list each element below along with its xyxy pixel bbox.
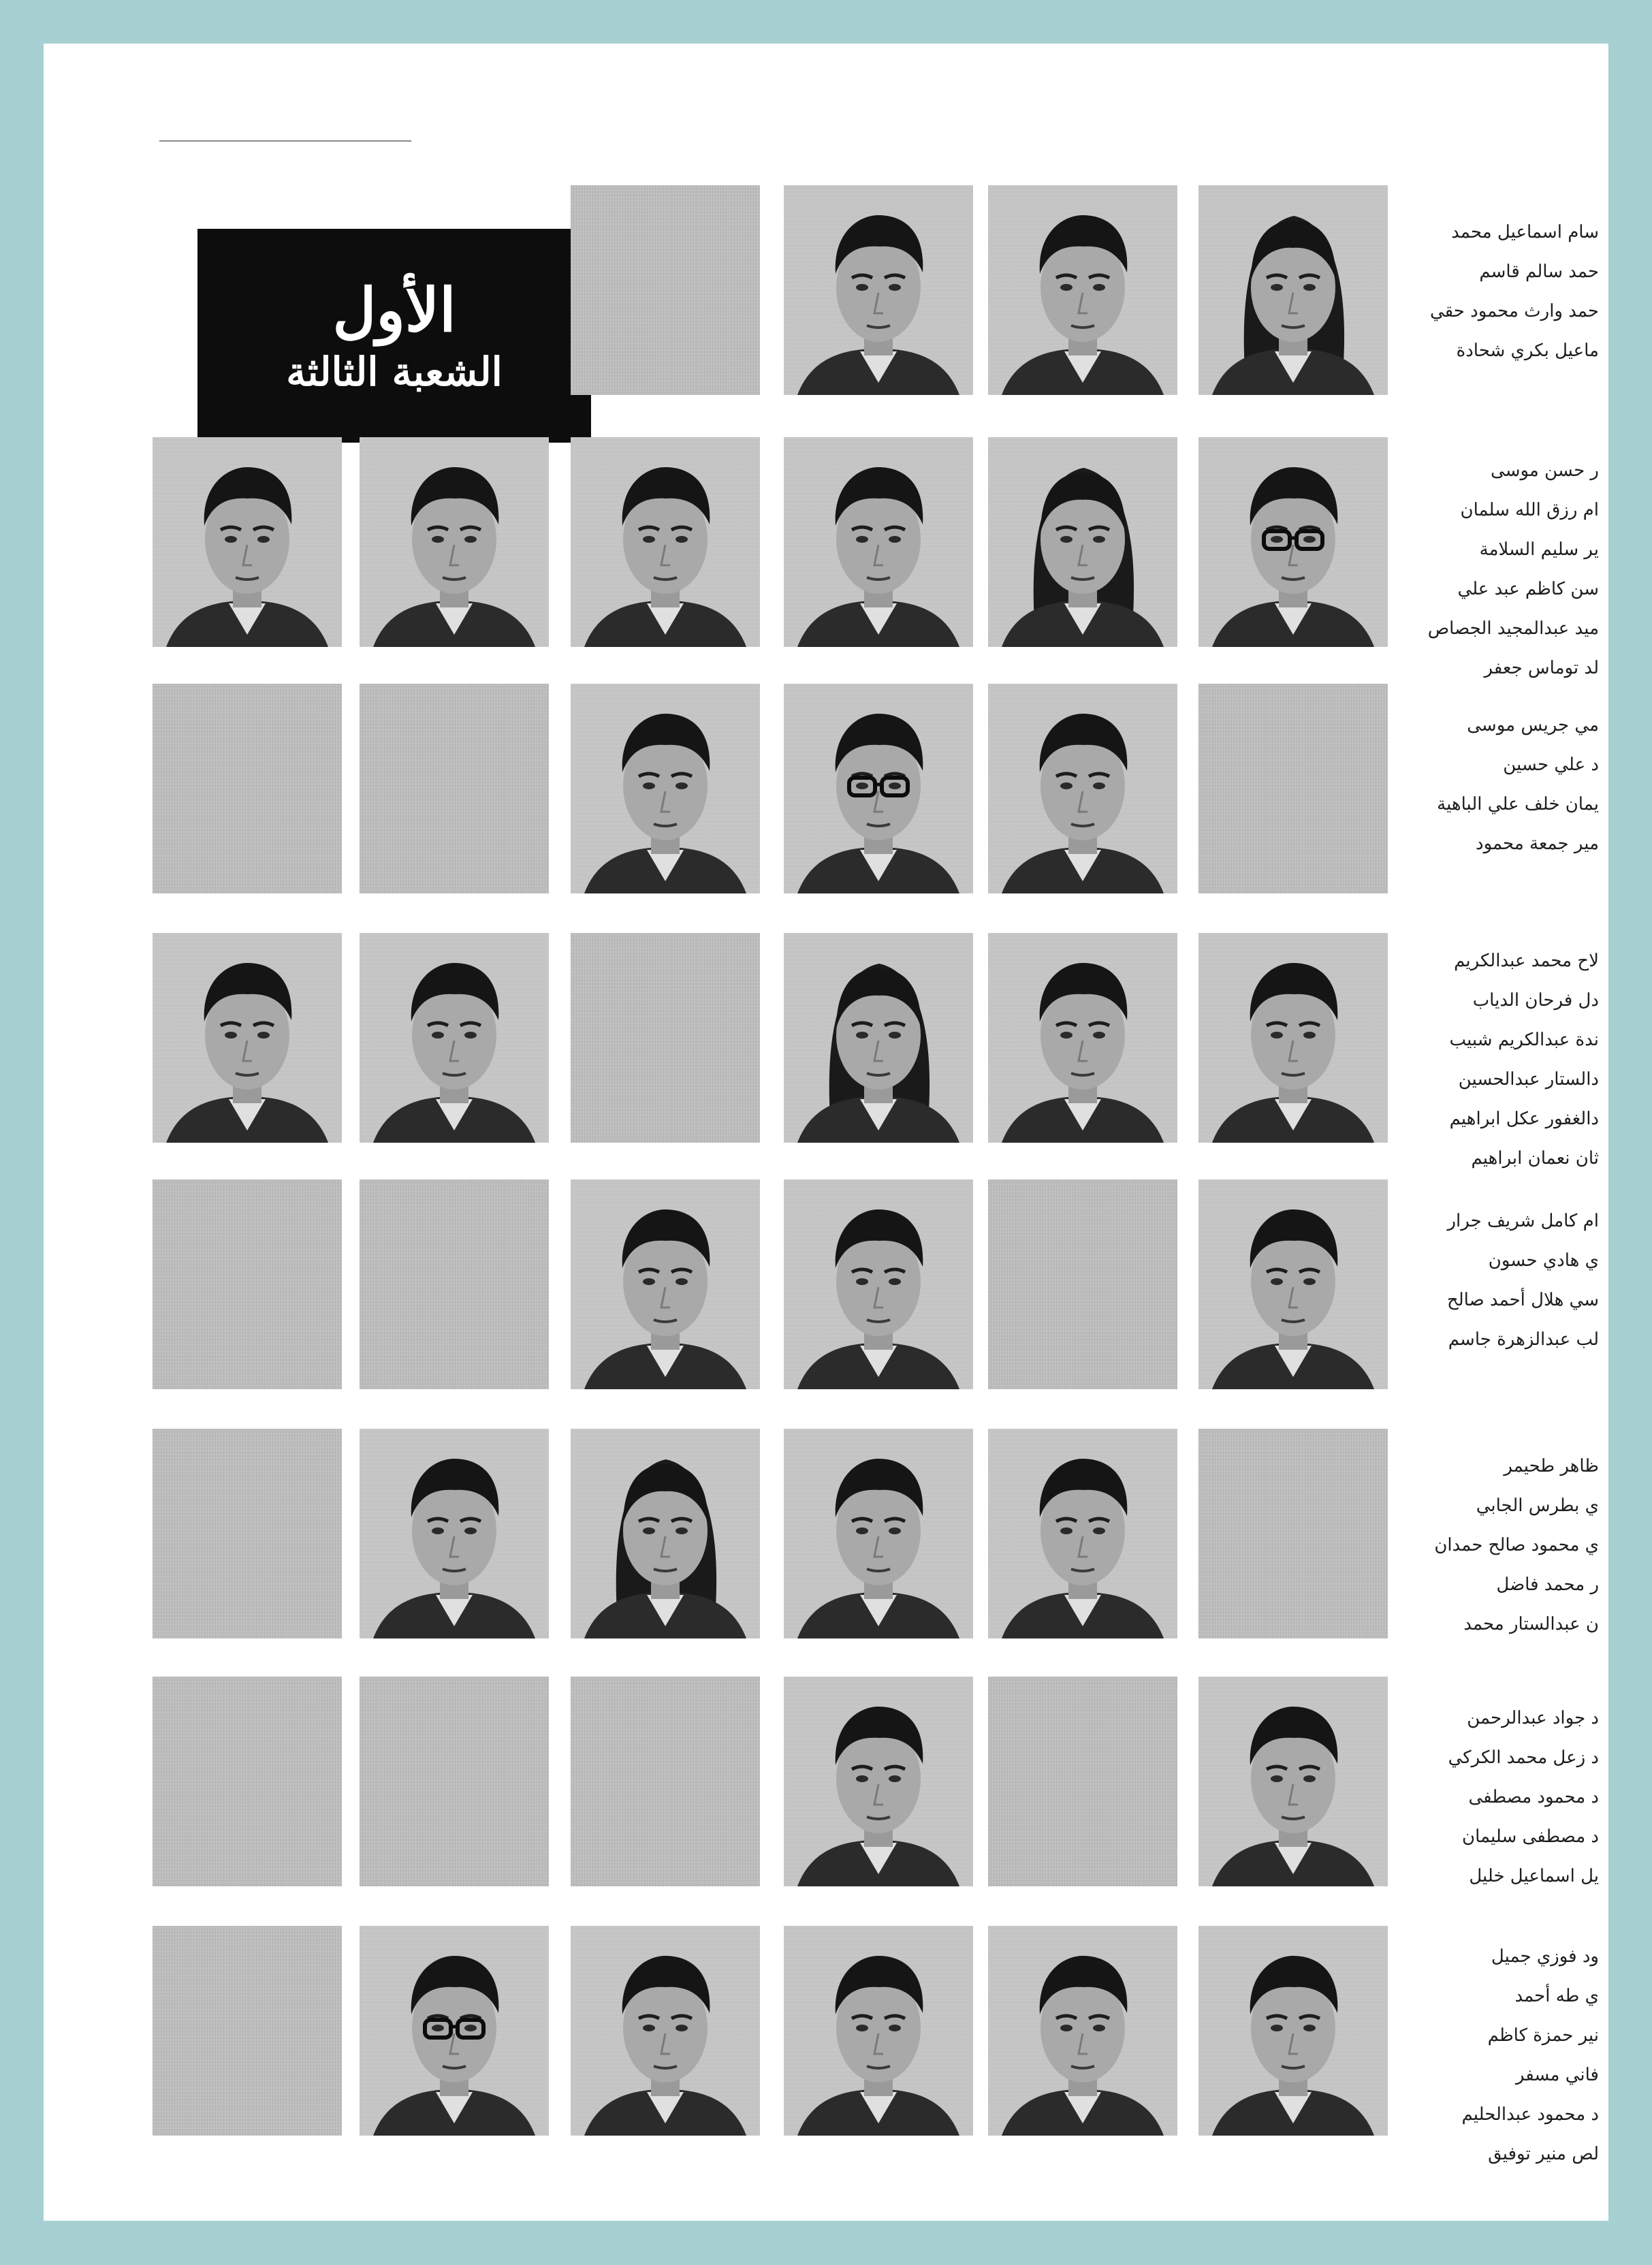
student-name: د زعل محمد الكركي	[1448, 1747, 1599, 1768]
student-portrait	[988, 684, 1177, 893]
empty-photo-slot	[988, 1677, 1177, 1886]
student-name: لد توماس جعفر	[1484, 658, 1599, 678]
student-name: ير سليم السلامة	[1479, 539, 1599, 560]
empty-photo-slot	[571, 933, 760, 1143]
student-name: د مصطفى سليمان	[1461, 1826, 1599, 1847]
student-portrait	[784, 684, 973, 893]
student-name: فاني مسفر	[1515, 2065, 1599, 2085]
student-name: ود فوزي جميل	[1491, 1946, 1599, 1967]
student-name: لص منير توفيق	[1488, 2144, 1599, 2164]
student-name: مير جمعة محمود	[1476, 834, 1599, 854]
section-subtitle: الشعبة الثالثة	[286, 348, 503, 395]
empty-photo-slot	[153, 684, 342, 893]
student-portrait	[784, 1429, 973, 1638]
names-list	[1449, 941, 1599, 1178]
student-name: ثان نعمان ابراهيم	[1471, 1148, 1599, 1169]
student-portrait	[1198, 185, 1388, 395]
student-name: مي جريس موسى	[1467, 715, 1599, 735]
student-portrait	[571, 1429, 760, 1638]
student-portrait	[1198, 1179, 1388, 1389]
student-name: دالستار عبدالحسين	[1458, 1069, 1599, 1090]
student-portrait	[784, 933, 973, 1143]
empty-photo-slot	[1198, 684, 1388, 893]
names-list	[1429, 212, 1599, 370]
names-list	[1455, 1937, 1599, 2174]
names-list	[1427, 451, 1599, 688]
yearbook-page	[44, 44, 1608, 2221]
student-portrait	[360, 933, 549, 1143]
student-name: حمد وارث محمود حقي	[1429, 301, 1599, 321]
student-portrait	[988, 185, 1177, 395]
empty-photo-slot	[1198, 1429, 1388, 1638]
empty-photo-slot	[153, 1429, 342, 1638]
student-name: دل فرحان الدياب	[1472, 990, 1599, 1011]
student-portrait	[360, 437, 549, 647]
student-portrait	[1198, 1677, 1388, 1886]
student-name: ي بطرس الجابي	[1476, 1495, 1599, 1516]
student-name: د جواد عبدالرحمن	[1467, 1708, 1599, 1728]
student-portrait	[784, 185, 973, 395]
section-title: الأول	[332, 274, 456, 345]
student-name: حمد سالم قاسم	[1479, 262, 1599, 282]
student-name: د محمود مصطفى	[1468, 1787, 1599, 1807]
empty-photo-slot	[571, 1677, 760, 1886]
student-name: سي هلال أحمد صالح	[1446, 1290, 1599, 1310]
empty-photo-slot	[153, 1926, 342, 2136]
empty-photo-slot	[988, 1179, 1177, 1389]
student-portrait	[988, 933, 1177, 1143]
top-rule	[159, 140, 411, 142]
student-portrait	[1198, 437, 1388, 647]
student-portrait	[988, 1926, 1177, 2136]
student-name: يمان خلف علي الباهية	[1437, 794, 1599, 814]
student-portrait	[1198, 933, 1388, 1143]
student-portrait	[153, 933, 342, 1143]
student-name: ي محمود صالح حمدان	[1434, 1535, 1599, 1555]
student-portrait	[1198, 1926, 1388, 2136]
student-portrait	[784, 437, 973, 647]
names-list	[1446, 1201, 1599, 1359]
student-name: يل اسماعيل خليل	[1469, 1866, 1599, 1886]
student-name: ام رزق الله سلمان	[1460, 500, 1599, 520]
student-portrait	[988, 1429, 1177, 1638]
student-name: لاح محمد عبدالكريم	[1454, 951, 1599, 971]
names-list	[1434, 1446, 1599, 1644]
student-name: نير حمزة كاظم	[1487, 2025, 1599, 2046]
empty-photo-slot	[360, 684, 549, 893]
names-list	[1448, 1698, 1599, 1896]
student-name: ندة عبدالكريم شبيب	[1449, 1030, 1599, 1050]
student-portrait	[784, 1677, 973, 1886]
student-name: ميد عبدالمجيد الجصاص	[1427, 618, 1599, 639]
empty-photo-slot	[571, 185, 760, 395]
empty-photo-slot	[153, 1677, 342, 1886]
student-portrait	[988, 437, 1177, 647]
student-name: لب عبدالزهرة جاسم	[1448, 1329, 1599, 1350]
student-name: سن كاظم عبد علي	[1457, 579, 1599, 599]
student-portrait	[571, 1926, 760, 2136]
empty-photo-slot	[360, 1179, 549, 1389]
student-portrait	[360, 1429, 549, 1638]
student-portrait	[571, 684, 760, 893]
student-name: ي هادي حسون	[1488, 1250, 1599, 1271]
student-name: ماعيل بكري شحادة	[1456, 340, 1599, 361]
student-portrait	[153, 437, 342, 647]
student-name: ر محمد فاضل	[1496, 1574, 1599, 1595]
section-title-box	[197, 229, 591, 443]
empty-photo-slot	[153, 1179, 342, 1389]
student-name: دالغفور عكل ابراهيم	[1449, 1109, 1599, 1129]
student-name: ي طه أحمد	[1514, 1986, 1599, 2006]
student-name: سام اسماعيل محمد	[1451, 222, 1599, 242]
student-portrait	[571, 1179, 760, 1389]
student-name: د علي حسين	[1503, 755, 1599, 775]
student-portrait	[784, 1926, 973, 2136]
student-name: ر حسن موسى	[1491, 460, 1599, 481]
student-name: ظاهر طحيمر	[1504, 1456, 1599, 1476]
student-portrait	[784, 1179, 973, 1389]
student-portrait	[360, 1926, 549, 2136]
student-portrait	[571, 437, 760, 647]
student-name: ن عبدالستار محمد	[1463, 1614, 1599, 1634]
student-name: د محمود عبدالحليم	[1461, 2104, 1599, 2125]
names-list	[1437, 706, 1599, 864]
empty-photo-slot	[360, 1677, 549, 1886]
student-name: ام كامل شريف جرار	[1447, 1211, 1599, 1231]
